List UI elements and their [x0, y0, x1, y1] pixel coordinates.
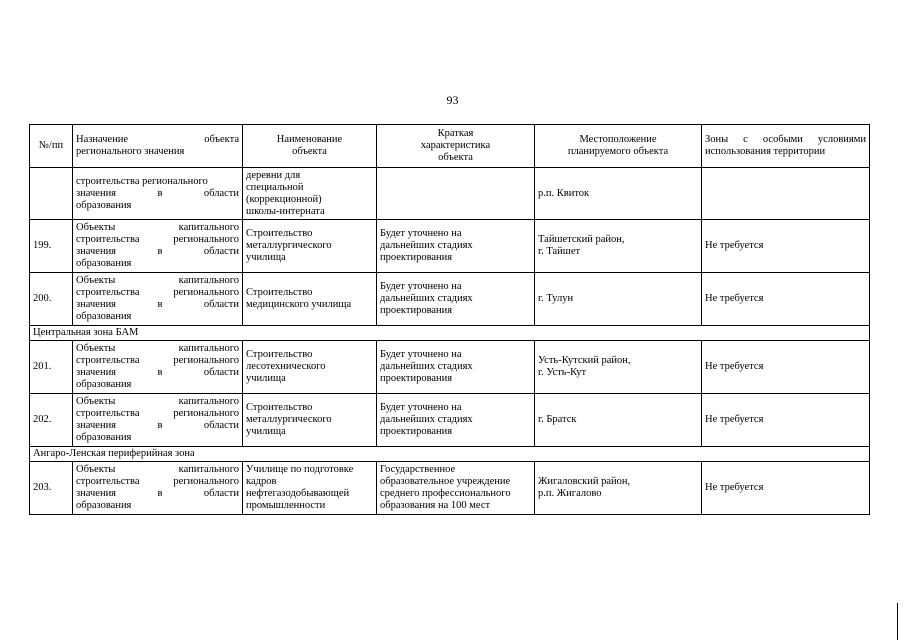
scan-edge-line	[897, 603, 898, 640]
row-desc: Будет уточнено на дальнейших стадиях проектирования	[377, 341, 535, 394]
section-title: Ангаро-Ленская периферийная зона	[30, 447, 870, 462]
continuation-location: р.п. Квиток	[535, 168, 702, 220]
row-zones: Не требуется	[702, 394, 870, 447]
row-purpose: Объекты капитального строительства регионального значения в области образования	[73, 220, 243, 273]
continuation-num	[30, 168, 73, 220]
row-zones: Не требуется	[702, 273, 870, 326]
row-location: Тайшетский район, г. Тайшет	[535, 220, 702, 273]
table-row-202	[30, 394, 870, 447]
row-purpose: Объекты капитального строительства регионального значения в области образования	[73, 341, 243, 394]
page-number: 93	[446, 93, 459, 107]
row-number: 200.	[30, 273, 73, 326]
row-number: 203.	[30, 462, 73, 515]
row-zones: Не требуется	[702, 220, 870, 273]
row-number: 201.	[30, 341, 73, 394]
row-purpose: Объекты капитального строительства регионального значения в области образования	[73, 273, 243, 326]
row-location: Усть-Кутский район, г. Усть-Кут	[535, 341, 702, 394]
header-zones: Зоны с особыми условиями использования территории	[702, 125, 870, 168]
continuation-name: деревни для специальной (коррекционной) школы-интерната	[243, 168, 377, 220]
header-location: Местоположение планируемого объекта	[535, 125, 702, 168]
row-name: Училище по подготовке кадров нефтегазодобывающей промышленности	[243, 462, 377, 515]
cont-purpose-line2: значения в области	[76, 187, 239, 199]
continuation-row	[30, 168, 870, 220]
row-desc: Будет уточнено на дальнейших стадиях проектирования	[377, 220, 535, 273]
continuation-zones	[702, 168, 870, 220]
row-desc: Государственное образовательное учреждение среднего профессионального образования на 100 мест	[377, 462, 535, 515]
row-purpose: Объекты капитального строительства регионального значения в области образования	[73, 394, 243, 447]
table-row-201	[30, 341, 870, 394]
header-num: №/пп	[30, 125, 73, 168]
section-row-bam	[30, 326, 870, 341]
row-purpose: Объекты капитального строительства регионального значения в области образования	[73, 462, 243, 515]
row-name: Строительство металлургического училища	[243, 394, 377, 447]
row-zones: Не требуется	[702, 341, 870, 394]
table-row-203	[30, 462, 870, 515]
header-row	[30, 125, 870, 168]
row-zones: Не требуется	[702, 462, 870, 515]
row-location: г. Тулун	[535, 273, 702, 326]
table-row-199	[30, 220, 870, 273]
continuation-desc	[377, 168, 535, 220]
header-desc: Краткая характеристика объекта	[377, 125, 535, 168]
objects-table	[29, 124, 870, 515]
section-row-angara	[30, 447, 870, 462]
row-desc: Будет уточнено на дальнейших стадиях проектирования	[377, 273, 535, 326]
header-purpose: Назначение объекта регионального значения	[73, 125, 243, 168]
row-name: Строительство медицинского училища	[243, 273, 377, 326]
row-name: Строительство металлургического училища	[243, 220, 377, 273]
row-location: Жигаловский район, р.п. Жигалово	[535, 462, 702, 515]
row-number: 199.	[30, 220, 73, 273]
row-number: 202.	[30, 394, 73, 447]
header-name: Наименование объекта	[243, 125, 377, 168]
row-location: г. Братск	[535, 394, 702, 447]
table-row-200	[30, 273, 870, 326]
section-title: Центральная зона БАМ	[30, 326, 870, 341]
continuation-purpose: строительства регионального значения в области образования	[73, 168, 243, 220]
row-desc: Будет уточнено на дальнейших стадиях проектирования	[377, 394, 535, 447]
row-name: Строительство лесотехнического училища	[243, 341, 377, 394]
